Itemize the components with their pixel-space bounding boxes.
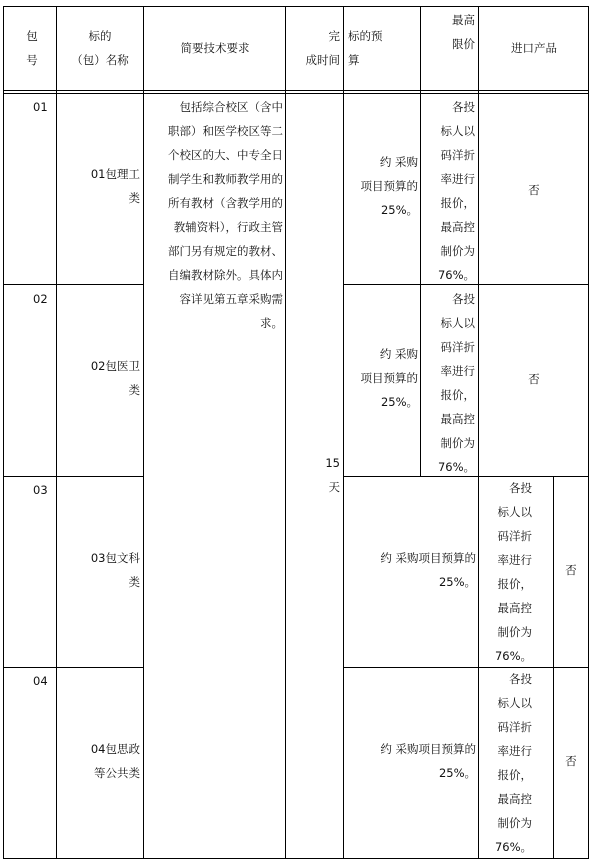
header-max-price: 最高 限价 <box>452 13 475 51</box>
header-budget: 标的预 算 <box>348 29 383 67</box>
table-rule-col4 <box>343 6 344 859</box>
row-01-package-no: 01 <box>33 100 48 114</box>
table-rule-header-bottom <box>3 90 589 91</box>
table-rule-col2 <box>143 6 144 859</box>
row-04-package-no: 04 <box>33 674 48 688</box>
table-rule-top <box>3 6 589 7</box>
table-rule-left <box>3 6 4 859</box>
row-04-budget: 约 采购项目预算的 25%。 <box>380 742 476 780</box>
row-02-budget: 约 采购 项目预算的 25%。 <box>360 347 418 409</box>
row-03-package-name: 03包文科 类 <box>90 551 140 589</box>
table-rule-col6 <box>478 6 479 859</box>
row-04-import: 否 <box>565 754 577 768</box>
header-package-no: 包 号 <box>26 29 38 67</box>
table-rule-col1 <box>56 6 57 859</box>
table-rule-col7-bottom <box>553 476 554 859</box>
completion-time-value: 15 天 <box>325 456 340 494</box>
row-04-max-price: 各投 标人以 码洋折 率进行 报价， 最高控 制价为 76%。 <box>494 672 532 854</box>
table-rule-col3 <box>285 6 286 859</box>
row-01-package-name: 01包理工 类 <box>90 167 140 205</box>
row-02-max-price: 各投 标人以 码洋折 率进行 报价， 最高控 制价为 76%。 <box>437 292 475 474</box>
row-01-max-price: 各投 标人以 码洋折 率进行 报价， 最高控 制价为 76%。 <box>437 100 475 282</box>
row-03-budget: 约 采购项目预算的 25%。 <box>380 551 476 589</box>
table-rule-right <box>588 6 589 859</box>
table-rule-row1-bottom <box>3 284 144 285</box>
table-rule-row3-bottom <box>3 667 144 668</box>
row-03-import: 否 <box>565 563 577 577</box>
row-03-package-no: 03 <box>33 483 48 497</box>
row-02-package-no: 02 <box>33 292 48 306</box>
row-04-package-name: 04包思政 等公共类 <box>90 742 140 780</box>
table-rule-row2-bottom <box>3 476 144 477</box>
row-01-import: 否 <box>528 183 540 197</box>
row-01-budget: 约 采购 项目预算的 25%。 <box>360 155 418 217</box>
header-completion-time: 完 成时间 <box>305 29 340 67</box>
row-02-import: 否 <box>528 372 540 386</box>
table-rule-col5-top <box>420 6 421 477</box>
table-rule-header-bottom-2 <box>3 93 589 94</box>
header-technical-requirements: 简要技术要求 <box>180 41 250 55</box>
technical-requirement-text: 包括综合校区（含中 职部）和医学校区等二 个校区的大、中专全日 制学生和教师教学用的 所有教材（含教学用的 教辅资料），行政主管 部门另有规定的教材、 自编教材除外。具体内 容详见第五章采购需 求。 <box>168 100 283 330</box>
row-02-package-name: 02包医卫 类 <box>90 359 140 397</box>
header-package-name: 标的 （包）名称 <box>71 29 129 67</box>
row-03-max-price: 各投 标人以 码洋折 率进行 报价， 最高控 制价为 76%。 <box>494 481 532 663</box>
header-import-product: 进口产品 <box>511 41 557 55</box>
